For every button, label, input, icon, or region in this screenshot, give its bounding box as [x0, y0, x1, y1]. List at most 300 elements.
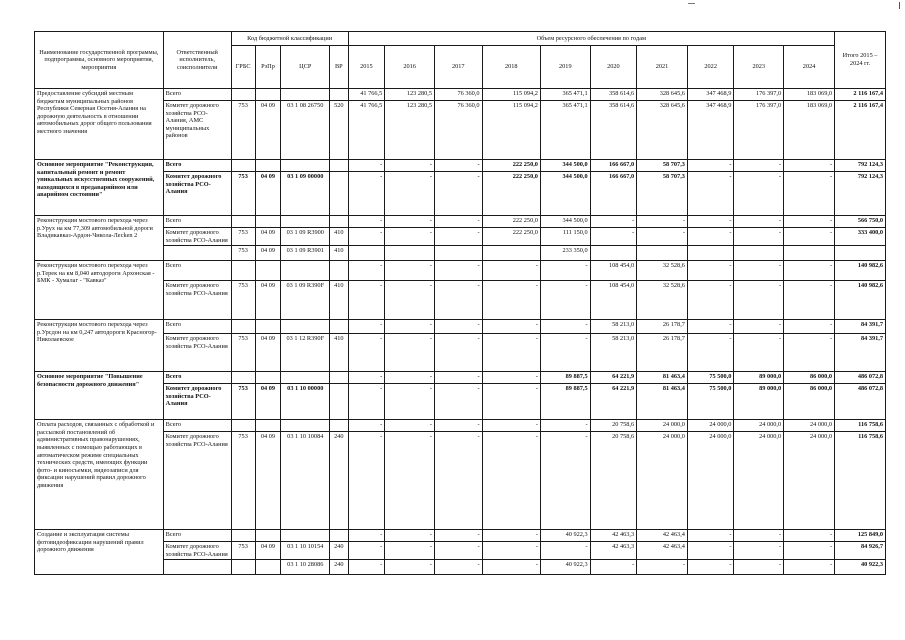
- vr-cell: [330, 372, 348, 384]
- year-value-cell: -: [590, 228, 636, 246]
- year-value-cell: -: [385, 216, 435, 228]
- year-value-cell: 75 500,0: [687, 384, 733, 420]
- year-value-cell: 89 887,5: [540, 384, 590, 420]
- year-value-cell: 41 766,5: [348, 101, 385, 160]
- vr-cell: [330, 89, 348, 101]
- total-cell: 486 072,8: [835, 384, 886, 420]
- year-value-cell: 89 000,0: [734, 384, 784, 420]
- rzpr-cell: 04 09: [255, 228, 281, 246]
- year-value-cell: -: [435, 228, 483, 246]
- year-value-cell: -: [348, 384, 385, 420]
- year-value-cell: 176 397,0: [734, 101, 784, 160]
- year-value-cell: 123 280,5: [385, 101, 435, 160]
- year-value-cell: 58 213,0: [590, 320, 636, 334]
- table-row: [35, 530, 886, 542]
- header-code-vr: ВР: [330, 46, 348, 89]
- year-value-cell: -: [435, 160, 483, 172]
- rzpr-cell: [255, 560, 281, 575]
- rzpr-cell: 04 09: [255, 246, 281, 261]
- year-value-cell: -: [482, 420, 540, 432]
- year-value-cell: -: [348, 432, 385, 530]
- year-value-cell: [435, 246, 483, 261]
- year-value-cell: 76 360,0: [435, 101, 483, 160]
- header-year: 2023: [734, 46, 784, 89]
- year-value-cell: -: [734, 228, 784, 246]
- table-row: [35, 160, 886, 172]
- vr-cell: [330, 160, 348, 172]
- executor-cell: Всего: [163, 89, 231, 101]
- year-value-cell: 176 397,0: [734, 89, 784, 101]
- year-value-cell: 24 000,0: [784, 432, 835, 530]
- year-value-cell: -: [540, 261, 590, 281]
- year-value-cell: 115 094,2: [482, 101, 540, 160]
- year-value-cell: -: [482, 320, 540, 334]
- year-value-cell: -: [784, 261, 835, 281]
- vr-cell: 410: [330, 334, 348, 372]
- year-value-cell: -: [348, 560, 385, 575]
- csr-cell: 03 1 12 R390F: [281, 334, 330, 372]
- total-cell: 2 116 167,4: [835, 101, 886, 160]
- vr-cell: [330, 384, 348, 420]
- year-value-cell: -: [687, 228, 733, 246]
- year-value-cell: [734, 246, 784, 261]
- header-year: 2019: [540, 46, 590, 89]
- year-value-cell: 58 707,3: [637, 160, 688, 172]
- row-name: Реконструкция мостового перехода через р.Урух на км 77,309 автомобильной дороги Владикавказ-Ардон-Чикола-Лесken 2: [35, 216, 164, 261]
- total-cell: 792 124,3: [835, 172, 886, 216]
- csr-cell: [281, 320, 330, 334]
- grbs-cell: 753: [231, 246, 255, 261]
- year-value-cell: 42 463,4: [637, 542, 688, 560]
- rzpr-cell: [255, 261, 281, 281]
- year-value-cell: 347 468,9: [687, 89, 733, 101]
- year-value-cell: -: [734, 560, 784, 575]
- table-row: [35, 216, 886, 228]
- year-value-cell: -: [385, 420, 435, 432]
- year-value-cell: 358 614,6: [590, 89, 636, 101]
- header-executor: Ответственный исполнитель, соисполнители: [163, 32, 231, 89]
- row-name: Предоставление субсидий местным бюджетам муниципальных районов Республики Северная Осетия-Алания на дорожную деятельность в отношении автомобильных дорог общего пользования местного значения: [35, 89, 164, 160]
- csr-cell: 03 1 10 00000: [281, 384, 330, 420]
- year-value-cell: 108 454,0: [590, 281, 636, 320]
- csr-cell: [281, 420, 330, 432]
- year-value-cell: -: [540, 432, 590, 530]
- year-value-cell: 222 250,0: [482, 228, 540, 246]
- year-value-cell: -: [348, 160, 385, 172]
- scan-mark: [688, 3, 695, 4]
- year-value-cell: [687, 246, 733, 261]
- year-value-cell: 81 463,4: [637, 384, 688, 420]
- year-value-cell: -: [734, 334, 784, 372]
- total-cell: 140 982,6: [835, 261, 886, 281]
- year-value-cell: -: [348, 420, 385, 432]
- rzpr-cell: 04 09: [255, 542, 281, 560]
- year-value-cell: -: [540, 320, 590, 334]
- year-value-cell: -: [482, 542, 540, 560]
- vr-cell: [330, 320, 348, 334]
- rzpr-cell: 04 09: [255, 172, 281, 216]
- year-value-cell: 328 645,6: [637, 101, 688, 160]
- header-year: 2024: [784, 46, 835, 89]
- year-value-cell: 24 000,0: [734, 420, 784, 432]
- year-value-cell: -: [435, 542, 483, 560]
- total-cell: 792 124,3: [835, 160, 886, 172]
- year-value-cell: -: [482, 384, 540, 420]
- grbs-cell: 753: [231, 432, 255, 530]
- year-value-cell: 20 758,6: [590, 432, 636, 530]
- vr-cell: 240: [330, 560, 348, 575]
- year-value-cell: -: [687, 320, 733, 334]
- rzpr-cell: [255, 372, 281, 384]
- year-value-cell: -: [590, 560, 636, 575]
- vr-cell: [330, 530, 348, 542]
- csr-cell: 03 1 09 R3901: [281, 246, 330, 261]
- year-value-cell: -: [385, 372, 435, 384]
- executor-cell: Комитет дорожного хозяйства РСО-Алания: [163, 281, 231, 320]
- year-value-cell: -: [784, 560, 835, 575]
- row-name: Основное мероприятие "Повышение безопасности дорожного движения": [35, 372, 164, 420]
- year-value-cell: -: [687, 216, 733, 228]
- year-value-cell: -: [385, 542, 435, 560]
- year-value-cell: 42 463,4: [637, 530, 688, 542]
- year-value-cell: 108 454,0: [590, 261, 636, 281]
- year-value-cell: -: [348, 334, 385, 372]
- year-value-cell: -: [482, 281, 540, 320]
- year-value-cell: -: [540, 420, 590, 432]
- executor-cell: [163, 560, 231, 575]
- year-value-cell: -: [784, 160, 835, 172]
- executor-cell: Всего: [163, 160, 231, 172]
- year-value-cell: -: [385, 160, 435, 172]
- year-value-cell: -: [435, 261, 483, 281]
- year-value-cell: 64 221,9: [590, 372, 636, 384]
- year-value-cell: 75 500,0: [687, 372, 733, 384]
- year-value-cell: -: [435, 216, 483, 228]
- year-value-cell: -: [385, 560, 435, 575]
- grbs-cell: [231, 372, 255, 384]
- header-year: 2022: [687, 46, 733, 89]
- csr-cell: 03 1 09 R3900: [281, 228, 330, 246]
- year-value-cell: -: [385, 281, 435, 320]
- year-value-cell: -: [435, 560, 483, 575]
- grbs-cell: [231, 320, 255, 334]
- table-row: [35, 89, 886, 101]
- executor-cell: Всего: [163, 261, 231, 281]
- year-value-cell: 365 471,1: [540, 101, 590, 160]
- vr-cell: 410: [330, 281, 348, 320]
- year-value-cell: 123 280,5: [385, 89, 435, 101]
- year-value-cell: -: [482, 261, 540, 281]
- table-row: [35, 261, 886, 281]
- header-code-rzpr: РзПр: [255, 46, 281, 89]
- year-value-cell: 32 528,6: [637, 261, 688, 281]
- total-cell: 116 758,6: [835, 420, 886, 432]
- year-value-cell: 24 000,0: [687, 432, 733, 530]
- year-value-cell: 40 922,3: [540, 560, 590, 575]
- year-value-cell: -: [348, 320, 385, 334]
- year-value-cell: -: [784, 530, 835, 542]
- year-value-cell: -: [687, 334, 733, 372]
- year-value-cell: 86 000,0: [784, 372, 835, 384]
- year-value-cell: -: [435, 334, 483, 372]
- vr-cell: 240: [330, 432, 348, 530]
- year-value-cell: -: [734, 542, 784, 560]
- year-value-cell: -: [385, 334, 435, 372]
- year-value-cell: 347 468,9: [687, 101, 733, 160]
- csr-cell: [281, 160, 330, 172]
- header-years-group: Объем ресурсного обеспечения по годам: [348, 32, 835, 46]
- year-value-cell: -: [348, 261, 385, 281]
- executor-cell: Комитет дорожного хозяйства РСО-Алания: [163, 334, 231, 372]
- year-value-cell: 344 500,0: [540, 216, 590, 228]
- total-cell: 486 072,8: [835, 372, 886, 384]
- year-value-cell: 344 500,0: [540, 160, 590, 172]
- year-value-cell: 20 758,6: [590, 420, 636, 432]
- grbs-cell: 753: [231, 172, 255, 216]
- year-value-cell: 24 000,0: [734, 432, 784, 530]
- executor-cell: Комитет дорожного хозяйства РСО-Алания: [163, 228, 231, 246]
- table-header: [35, 32, 886, 89]
- header-year: 2017: [435, 46, 483, 89]
- total-cell: 84 926,7: [835, 542, 886, 560]
- year-value-cell: 365 471,1: [540, 89, 590, 101]
- year-value-cell: [348, 246, 385, 261]
- year-value-cell: -: [385, 261, 435, 281]
- grbs-cell: 753: [231, 542, 255, 560]
- executor-cell: Всего: [163, 420, 231, 432]
- rzpr-cell: [255, 320, 281, 334]
- csr-cell: 03 1 09 R390F: [281, 281, 330, 320]
- rzpr-cell: 04 09: [255, 432, 281, 530]
- year-value-cell: -: [348, 281, 385, 320]
- year-value-cell: 40 922,3: [540, 530, 590, 542]
- year-value-cell: 76 360,0: [435, 89, 483, 101]
- executor-cell: Всего: [163, 372, 231, 384]
- year-value-cell: -: [435, 281, 483, 320]
- rzpr-cell: [255, 420, 281, 432]
- year-value-cell: 89 887,5: [540, 372, 590, 384]
- grbs-cell: 753: [231, 228, 255, 246]
- csr-cell: 03 1 08 26750: [281, 101, 330, 160]
- header-codes-group: Код бюджетной классификации: [231, 32, 348, 46]
- total-cell: 84 391,7: [835, 334, 886, 372]
- total-cell: 2 116 167,4: [835, 89, 886, 101]
- year-value-cell: 81 463,4: [637, 372, 688, 384]
- vr-cell: [330, 172, 348, 216]
- executor-cell: Всего: [163, 320, 231, 334]
- total-cell: 125 849,0: [835, 530, 886, 542]
- csr-cell: 03 1 09 00000: [281, 172, 330, 216]
- row-name: Реконструкция мостового перехода через р.Урсдон на км 0,247 автодороги Красногор-Николаевское: [35, 320, 164, 372]
- rzpr-cell: [255, 530, 281, 542]
- year-value-cell: -: [385, 172, 435, 216]
- year-value-cell: 328 645,6: [637, 89, 688, 101]
- header-total: Итого 2015 – 2024 гг.: [835, 32, 886, 89]
- year-value-cell: 233 350,0: [540, 246, 590, 261]
- csr-cell: 03 1 10 10084: [281, 432, 330, 530]
- budget-table: [34, 31, 886, 575]
- total-cell: 84 391,7: [835, 320, 886, 334]
- rzpr-cell: 04 09: [255, 334, 281, 372]
- grbs-cell: [231, 261, 255, 281]
- year-value-cell: -: [348, 172, 385, 216]
- year-value-cell: -: [734, 320, 784, 334]
- grbs-cell: [231, 530, 255, 542]
- year-value-cell: -: [435, 530, 483, 542]
- year-value-cell: -: [734, 216, 784, 228]
- grbs-cell: [231, 89, 255, 101]
- header-code-csr: ЦСР: [281, 46, 330, 89]
- year-value-cell: -: [734, 281, 784, 320]
- header-year: 2015: [348, 46, 385, 89]
- year-value-cell: -: [435, 172, 483, 216]
- year-value-cell: 24 000,0: [687, 420, 733, 432]
- header-year: 2020: [590, 46, 636, 89]
- year-value-cell: [590, 246, 636, 261]
- grbs-cell: 753: [231, 281, 255, 320]
- year-value-cell: -: [687, 261, 733, 281]
- year-value-cell: -: [784, 542, 835, 560]
- year-value-cell: -: [348, 542, 385, 560]
- year-value-cell: 183 069,0: [784, 89, 835, 101]
- year-value-cell: -: [540, 542, 590, 560]
- year-value-cell: 41 766,5: [348, 89, 385, 101]
- year-value-cell: -: [540, 334, 590, 372]
- year-value-cell: -: [435, 320, 483, 334]
- year-value-cell: -: [687, 530, 733, 542]
- year-value-cell: -: [590, 216, 636, 228]
- year-value-cell: -: [784, 334, 835, 372]
- table-body: [35, 89, 886, 575]
- header-year: 2016: [385, 46, 435, 89]
- year-value-cell: 64 221,9: [590, 384, 636, 420]
- year-value-cell: -: [348, 372, 385, 384]
- row-name: Основное мероприятие "Реконструкция, капитальный ремонт и ремонт уникальных искусственных сооружений, находящихся в предаварийном или аварийном состоянии": [35, 160, 164, 216]
- year-value-cell: -: [385, 228, 435, 246]
- year-value-cell: -: [687, 542, 733, 560]
- year-value-cell: -: [435, 384, 483, 420]
- year-value-cell: 86 000,0: [784, 384, 835, 420]
- vr-cell: [330, 261, 348, 281]
- grbs-cell: [231, 160, 255, 172]
- year-value-cell: -: [784, 281, 835, 320]
- year-value-cell: 166 667,0: [590, 172, 636, 216]
- year-value-cell: -: [687, 160, 733, 172]
- year-value-cell: 222 250,0: [482, 216, 540, 228]
- year-value-cell: -: [482, 372, 540, 384]
- total-cell: 333 400,0: [835, 228, 886, 246]
- vr-cell: [330, 420, 348, 432]
- year-value-cell: -: [687, 172, 733, 216]
- year-value-cell: 111 150,0: [540, 228, 590, 246]
- year-value-cell: -: [784, 320, 835, 334]
- vr-cell: 520: [330, 101, 348, 160]
- year-value-cell: 24 000,0: [637, 432, 688, 530]
- header-name: Наименование государственной программы, подпрограммы, основного мероприятия, мероприятия: [35, 32, 164, 89]
- csr-cell: 03 1 10 10154: [281, 542, 330, 560]
- year-value-cell: 89 000,0: [734, 372, 784, 384]
- vr-cell: [330, 216, 348, 228]
- executor-cell: Всего: [163, 216, 231, 228]
- year-value-cell: -: [540, 281, 590, 320]
- total-cell: 40 922,3: [835, 560, 886, 575]
- year-value-cell: -: [784, 172, 835, 216]
- year-value-cell: [637, 246, 688, 261]
- year-value-cell: -: [784, 228, 835, 246]
- table-row: [35, 320, 886, 334]
- year-value-cell: 58 707,3: [637, 172, 688, 216]
- csr-cell: [281, 372, 330, 384]
- csr-cell: [281, 261, 330, 281]
- row-name: Создание и эксплуатация системы фотовидеофиксации нарушений правил дорожного движения: [35, 530, 164, 575]
- header-code-grbs: ГРБС: [231, 46, 255, 89]
- year-value-cell: -: [385, 320, 435, 334]
- total-cell: 116 758,6: [835, 432, 886, 530]
- year-value-cell: 222 250,0: [482, 172, 540, 216]
- year-value-cell: -: [482, 432, 540, 530]
- year-value-cell: 344 500,0: [540, 172, 590, 216]
- year-value-cell: -: [637, 560, 688, 575]
- year-value-cell: [385, 246, 435, 261]
- year-value-cell: 358 614,6: [590, 101, 636, 160]
- year-value-cell: -: [687, 560, 733, 575]
- year-value-cell: -: [734, 172, 784, 216]
- executor-cell: Комитет дорожного хозяйства РСО-Алания: [163, 384, 231, 420]
- executor-cell: Комитет дорожного хозяйства РСО-Алания: [163, 432, 231, 530]
- header-year: 2021: [637, 46, 688, 89]
- year-value-cell: -: [348, 228, 385, 246]
- executor-cell: Комитет дорожного хозяйства РСО-Алания: [163, 542, 231, 560]
- executor-cell: Комитет дорожного хозяйства РСО-Алания: [163, 172, 231, 216]
- table-row: [35, 372, 886, 384]
- year-value-cell: -: [385, 432, 435, 530]
- year-value-cell: -: [482, 560, 540, 575]
- year-value-cell: [784, 246, 835, 261]
- csr-cell: [281, 216, 330, 228]
- csr-cell: [281, 530, 330, 542]
- rzpr-cell: 04 09: [255, 101, 281, 160]
- year-value-cell: 26 178,7: [637, 334, 688, 372]
- year-value-cell: 26 178,7: [637, 320, 688, 334]
- header-year: 2018: [482, 46, 540, 89]
- executor-cell: Всего: [163, 530, 231, 542]
- year-value-cell: 222 250,0: [482, 160, 540, 172]
- year-value-cell: -: [734, 530, 784, 542]
- grbs-cell: 753: [231, 101, 255, 160]
- total-cell: [835, 246, 886, 261]
- year-value-cell: -: [385, 384, 435, 420]
- year-value-cell: 42 463,3: [590, 530, 636, 542]
- year-value-cell: [482, 246, 540, 261]
- total-cell: 566 750,0: [835, 216, 886, 228]
- year-value-cell: -: [348, 530, 385, 542]
- vr-cell: 410: [330, 228, 348, 246]
- executor-cell: [163, 246, 231, 261]
- grbs-cell: [231, 216, 255, 228]
- year-value-cell: -: [734, 160, 784, 172]
- year-value-cell: -: [348, 216, 385, 228]
- year-value-cell: -: [784, 216, 835, 228]
- year-value-cell: -: [435, 432, 483, 530]
- rzpr-cell: 04 09: [255, 281, 281, 320]
- csr-cell: 03 1 10 28086: [281, 560, 330, 575]
- grbs-cell: 753: [231, 334, 255, 372]
- year-value-cell: -: [687, 281, 733, 320]
- grbs-cell: [231, 420, 255, 432]
- year-value-cell: -: [435, 372, 483, 384]
- rzpr-cell: [255, 160, 281, 172]
- table-row: [35, 420, 886, 432]
